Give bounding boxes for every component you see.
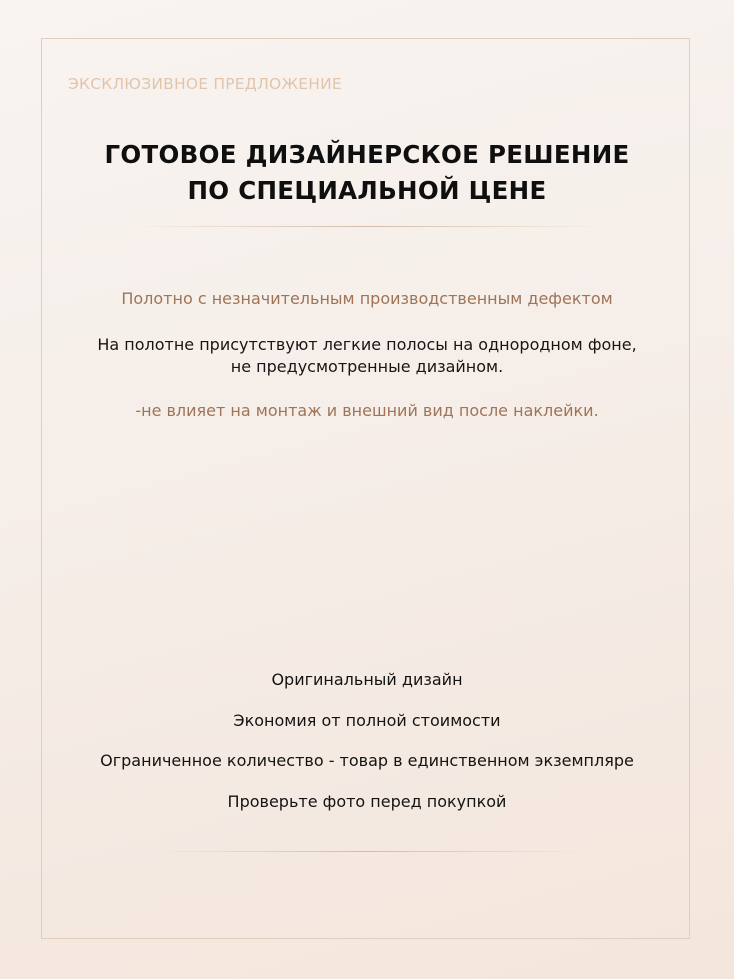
headline-line-1: ГОТОВОЕ ДИЗАЙНЕРСКОЕ РЕШЕНИЕ <box>104 140 630 169</box>
defect-description-line-1: На полотне присутствуют легкие полосы на однородном фоне, <box>97 335 637 354</box>
feature-item: Ограниченное количество - товар в единственном экземпляре <box>100 751 634 770</box>
eyebrow-label: ЭКСКЛЮЗИВНОЕ ПРЕДЛОЖЕНИЕ <box>68 75 342 93</box>
defect-title: Полотно с незначительным производственным дефектом <box>121 289 613 308</box>
bottom-divider <box>147 851 587 852</box>
feature-item: Проверьте фото перед покупкой <box>227 792 507 811</box>
defect-description-line-2: не предусмотренные дизайном. <box>230 357 504 376</box>
top-divider <box>127 226 607 227</box>
feature-item: Экономия от полной стоимости <box>233 711 501 730</box>
defect-note: -не влияет на монтаж и внешний вид после наклейки. <box>135 401 599 420</box>
feature-item: Оригинальный дизайн <box>271 670 463 689</box>
headline-line-2: ПО СПЕЦИАЛЬНОЙ ЦЕНЕ <box>187 176 547 205</box>
